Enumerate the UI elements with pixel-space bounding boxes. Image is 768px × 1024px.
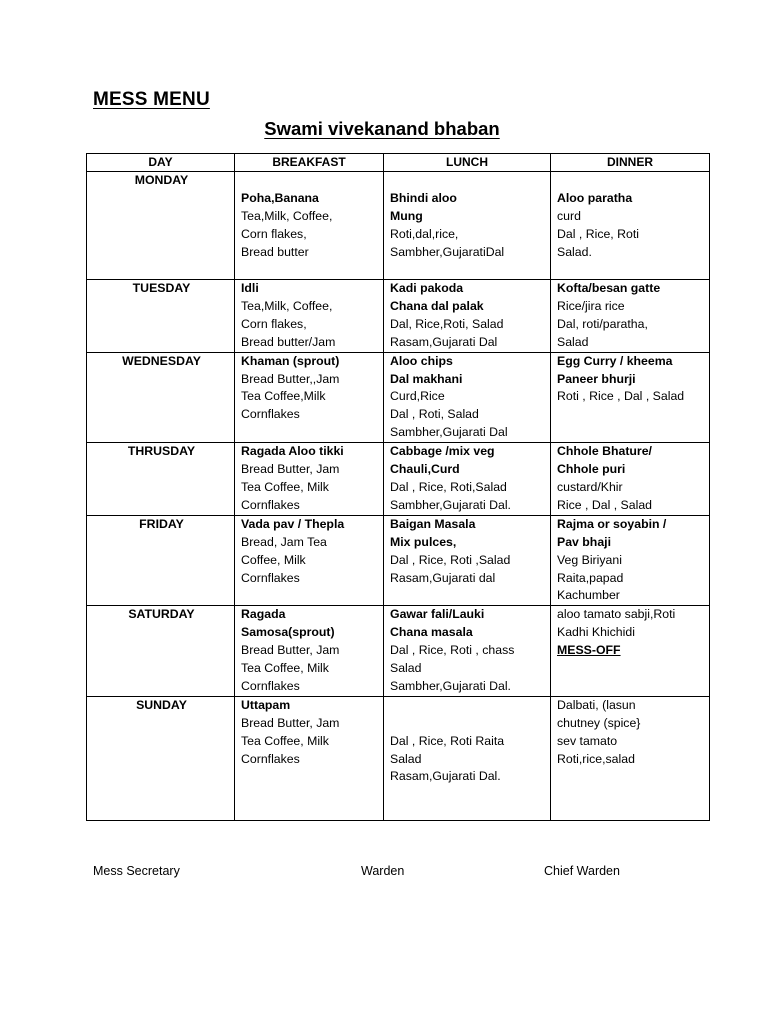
menu-item: Salad. (557, 244, 592, 259)
menu-item: Dal , Rice, Roti ,Salad (390, 552, 511, 567)
lunch-cell (384, 172, 551, 280)
menu-item: Tea Coffee, Milk (241, 661, 329, 676)
warden-signature: Warden (361, 864, 405, 878)
menu-item: Mix pulces, (390, 534, 457, 549)
dinner-cell (551, 515, 710, 606)
menu-item: Coffee, Milk (241, 552, 306, 567)
menu-item: Poha,Banana (241, 190, 319, 205)
lunch-cell (384, 696, 551, 820)
menu-item: Uttapam (241, 697, 291, 712)
hostel-name-wrapper (0, 118, 768, 140)
menu-item: Bread Butter, Jam (241, 643, 340, 658)
menu-item: Cornflakes (241, 751, 300, 766)
menu-item: Ragada Aloo tikki (241, 444, 344, 459)
day-cell: SATURDAY (87, 606, 235, 697)
day-cell: FRIDAY (87, 515, 235, 606)
menu-item: Cornflakes (241, 497, 300, 512)
menu-item: Kofta/besan gatte (557, 281, 661, 295)
menu-item: Bread butter (241, 244, 309, 259)
lunch-cell (384, 280, 551, 353)
lunch-cell (384, 352, 551, 443)
breakfast-cell (235, 606, 384, 697)
table-row (87, 606, 710, 697)
menu-item: Tea Coffee,Milk (241, 389, 326, 404)
header-lunch: LUNCH (384, 154, 551, 172)
menu-item: Corn flakes, (241, 226, 307, 241)
menu-item: Tea,Milk, Coffee, (241, 208, 333, 223)
menu-item: Chhole Bhature/ (557, 444, 652, 459)
menu-item: aloo tamato sabji,Roti (557, 607, 676, 622)
menu-item: Raita,papad (557, 570, 624, 585)
menu-item: Egg Curry / kheema (557, 353, 673, 368)
chief-warden-signature: Chief Warden (544, 864, 620, 878)
table-row (87, 515, 710, 606)
menu-item: Rice , Dal , Salad (557, 497, 653, 512)
menu-item: curd (557, 208, 581, 223)
menu-item: Roti,rice,salad (557, 751, 635, 766)
menu-item: Rajma or soyabin / (557, 516, 667, 531)
mess-menu-table (86, 153, 710, 821)
menu-item: Gawar fali/Lauki (390, 607, 485, 622)
menu-item: Samosa(sprout) (241, 625, 335, 640)
lunch-cell (384, 443, 551, 516)
menu-item: Mung (390, 208, 423, 223)
menu-item: Dal makhani (390, 371, 463, 386)
menu-item: Tea,Milk, Coffee, (241, 298, 333, 313)
menu-item: Dal, Rice,Roti, Salad (390, 316, 504, 331)
menu-item: Kachumber (557, 588, 620, 603)
breakfast-cell (235, 443, 384, 516)
menu-item: Sambher,Gujarati Dal (390, 425, 508, 440)
menu-item: Rice/jira rice (557, 298, 625, 313)
spacer (390, 172, 546, 190)
day-cell: TUESDAY (87, 280, 235, 353)
menu-item: Bhindi aloo (390, 190, 457, 205)
menu-item: Roti,dal,rice, (390, 226, 459, 241)
menu-item: Sambher,GujaratiDal (390, 244, 505, 259)
menu-item: Roti , Rice , Dal , Salad (557, 389, 685, 404)
table-row (87, 280, 710, 353)
breakfast-cell (235, 172, 384, 280)
menu-item: Ragada (241, 607, 286, 622)
menu-item: Salad (390, 661, 422, 676)
menu-item: Bread Butter,,Jam (241, 371, 340, 386)
page-title: MESS MENU (93, 89, 210, 110)
menu-item: Kadi pakoda (390, 281, 464, 295)
menu-item: Sambher,Gujarati Dal. (390, 497, 511, 512)
day-cell: WEDNESDAY (87, 352, 235, 443)
dinner-cell (551, 696, 710, 820)
menu-item: custard/Khir (557, 479, 623, 494)
menu-item: Corn flakes, (241, 316, 307, 331)
menu-item (390, 697, 546, 715)
dinner-cell (551, 443, 710, 516)
menu-item: Curd,Rice (390, 389, 445, 404)
menu-item: Veg Biriyani (557, 552, 622, 567)
table-header-row (87, 154, 710, 172)
menu-item: Sambher,Gujarati Dal. (390, 678, 511, 693)
header-dinner: DINNER (551, 154, 710, 172)
menu-item: Rasam,Gujarati Dal (390, 334, 498, 349)
menu-item: Paneer bhurji (557, 371, 636, 386)
breakfast-cell (235, 515, 384, 606)
menu-item: Chana masala (390, 625, 473, 640)
menu-item: Rasam,Gujarati dal (390, 570, 496, 585)
menu-item: Rasam,Gujarati Dal. (390, 769, 501, 784)
menu-item: Chauli,Curd (390, 462, 460, 477)
menu-item: Dal , Rice, Roti (557, 226, 640, 241)
menu-item: Vada pav / Thepla (241, 516, 345, 531)
hostel-name: Swami vivekanand bhaban (264, 118, 500, 139)
menu-item: Salad (557, 334, 589, 349)
dinner-cell (551, 606, 710, 697)
menu-item: Tea Coffee, Milk (241, 733, 329, 748)
menu-item: Bread Butter, Jam (241, 462, 340, 477)
menu-item: Cornflakes (241, 570, 300, 585)
day-cell: MONDAY (87, 172, 235, 280)
menu-item: Bread Butter, Jam (241, 715, 340, 730)
menu-item: Cornflakes (241, 407, 300, 422)
menu-item: Cornflakes (241, 678, 300, 693)
breakfast-cell (235, 280, 384, 353)
menu-item: Cabbage /mix veg (390, 444, 495, 459)
menu-item: Pav bhaji (557, 534, 611, 549)
menu-item: Idli (241, 281, 259, 295)
menu-item: chutney (spice} (557, 715, 641, 730)
menu-item: Dal , Rice, Roti , chass (390, 643, 515, 658)
mess-secretary-signature: Mess Secretary (93, 864, 180, 878)
table-row (87, 172, 710, 280)
day-cell: THRUSDAY (87, 443, 235, 516)
menu-item (390, 715, 546, 733)
menu-item: sev tamato (557, 733, 618, 748)
dinner-cell (551, 280, 710, 353)
menu-item: Salad (390, 751, 422, 766)
spacer (241, 172, 379, 190)
lunch-cell (384, 515, 551, 606)
menu-item: Dal , Rice, Roti,Salad (390, 479, 507, 494)
lunch-cell (384, 606, 551, 697)
table-row (87, 352, 710, 443)
menu-item: Kadhi Khichidi (557, 625, 635, 640)
dinner-cell (551, 172, 710, 280)
breakfast-cell (235, 352, 384, 443)
menu-item: Dal , Roti, Salad (390, 407, 479, 422)
table-row (87, 443, 710, 516)
day-cell: SUNDAY (87, 696, 235, 820)
menu-item: MESS-OFF (557, 643, 621, 658)
header-day: DAY (87, 154, 235, 172)
menu-item: Dal, roti/paratha, (557, 316, 648, 331)
menu-item: Bread, Jam Tea (241, 534, 327, 549)
menu-item: Tea Coffee, Milk (241, 479, 329, 494)
spacer (557, 172, 705, 190)
menu-item: Dalbati, (lasun (557, 697, 636, 712)
menu-item: Aloo paratha (557, 190, 633, 205)
menu-item: Bread butter/Jam (241, 334, 336, 349)
menu-item: Khaman (sprout) (241, 353, 340, 368)
menu-item: Aloo chips (390, 353, 453, 368)
menu-item: Chhole puri (557, 462, 626, 477)
header-breakfast: BREAKFAST (235, 154, 384, 172)
menu-item: Chana dal palak (390, 298, 484, 313)
breakfast-cell (235, 696, 384, 820)
menu-item: Dal , Rice, Roti Raita (390, 733, 505, 748)
menu-item: Baigan Masala (390, 516, 476, 531)
dinner-cell (551, 352, 710, 443)
table-row (87, 696, 710, 820)
